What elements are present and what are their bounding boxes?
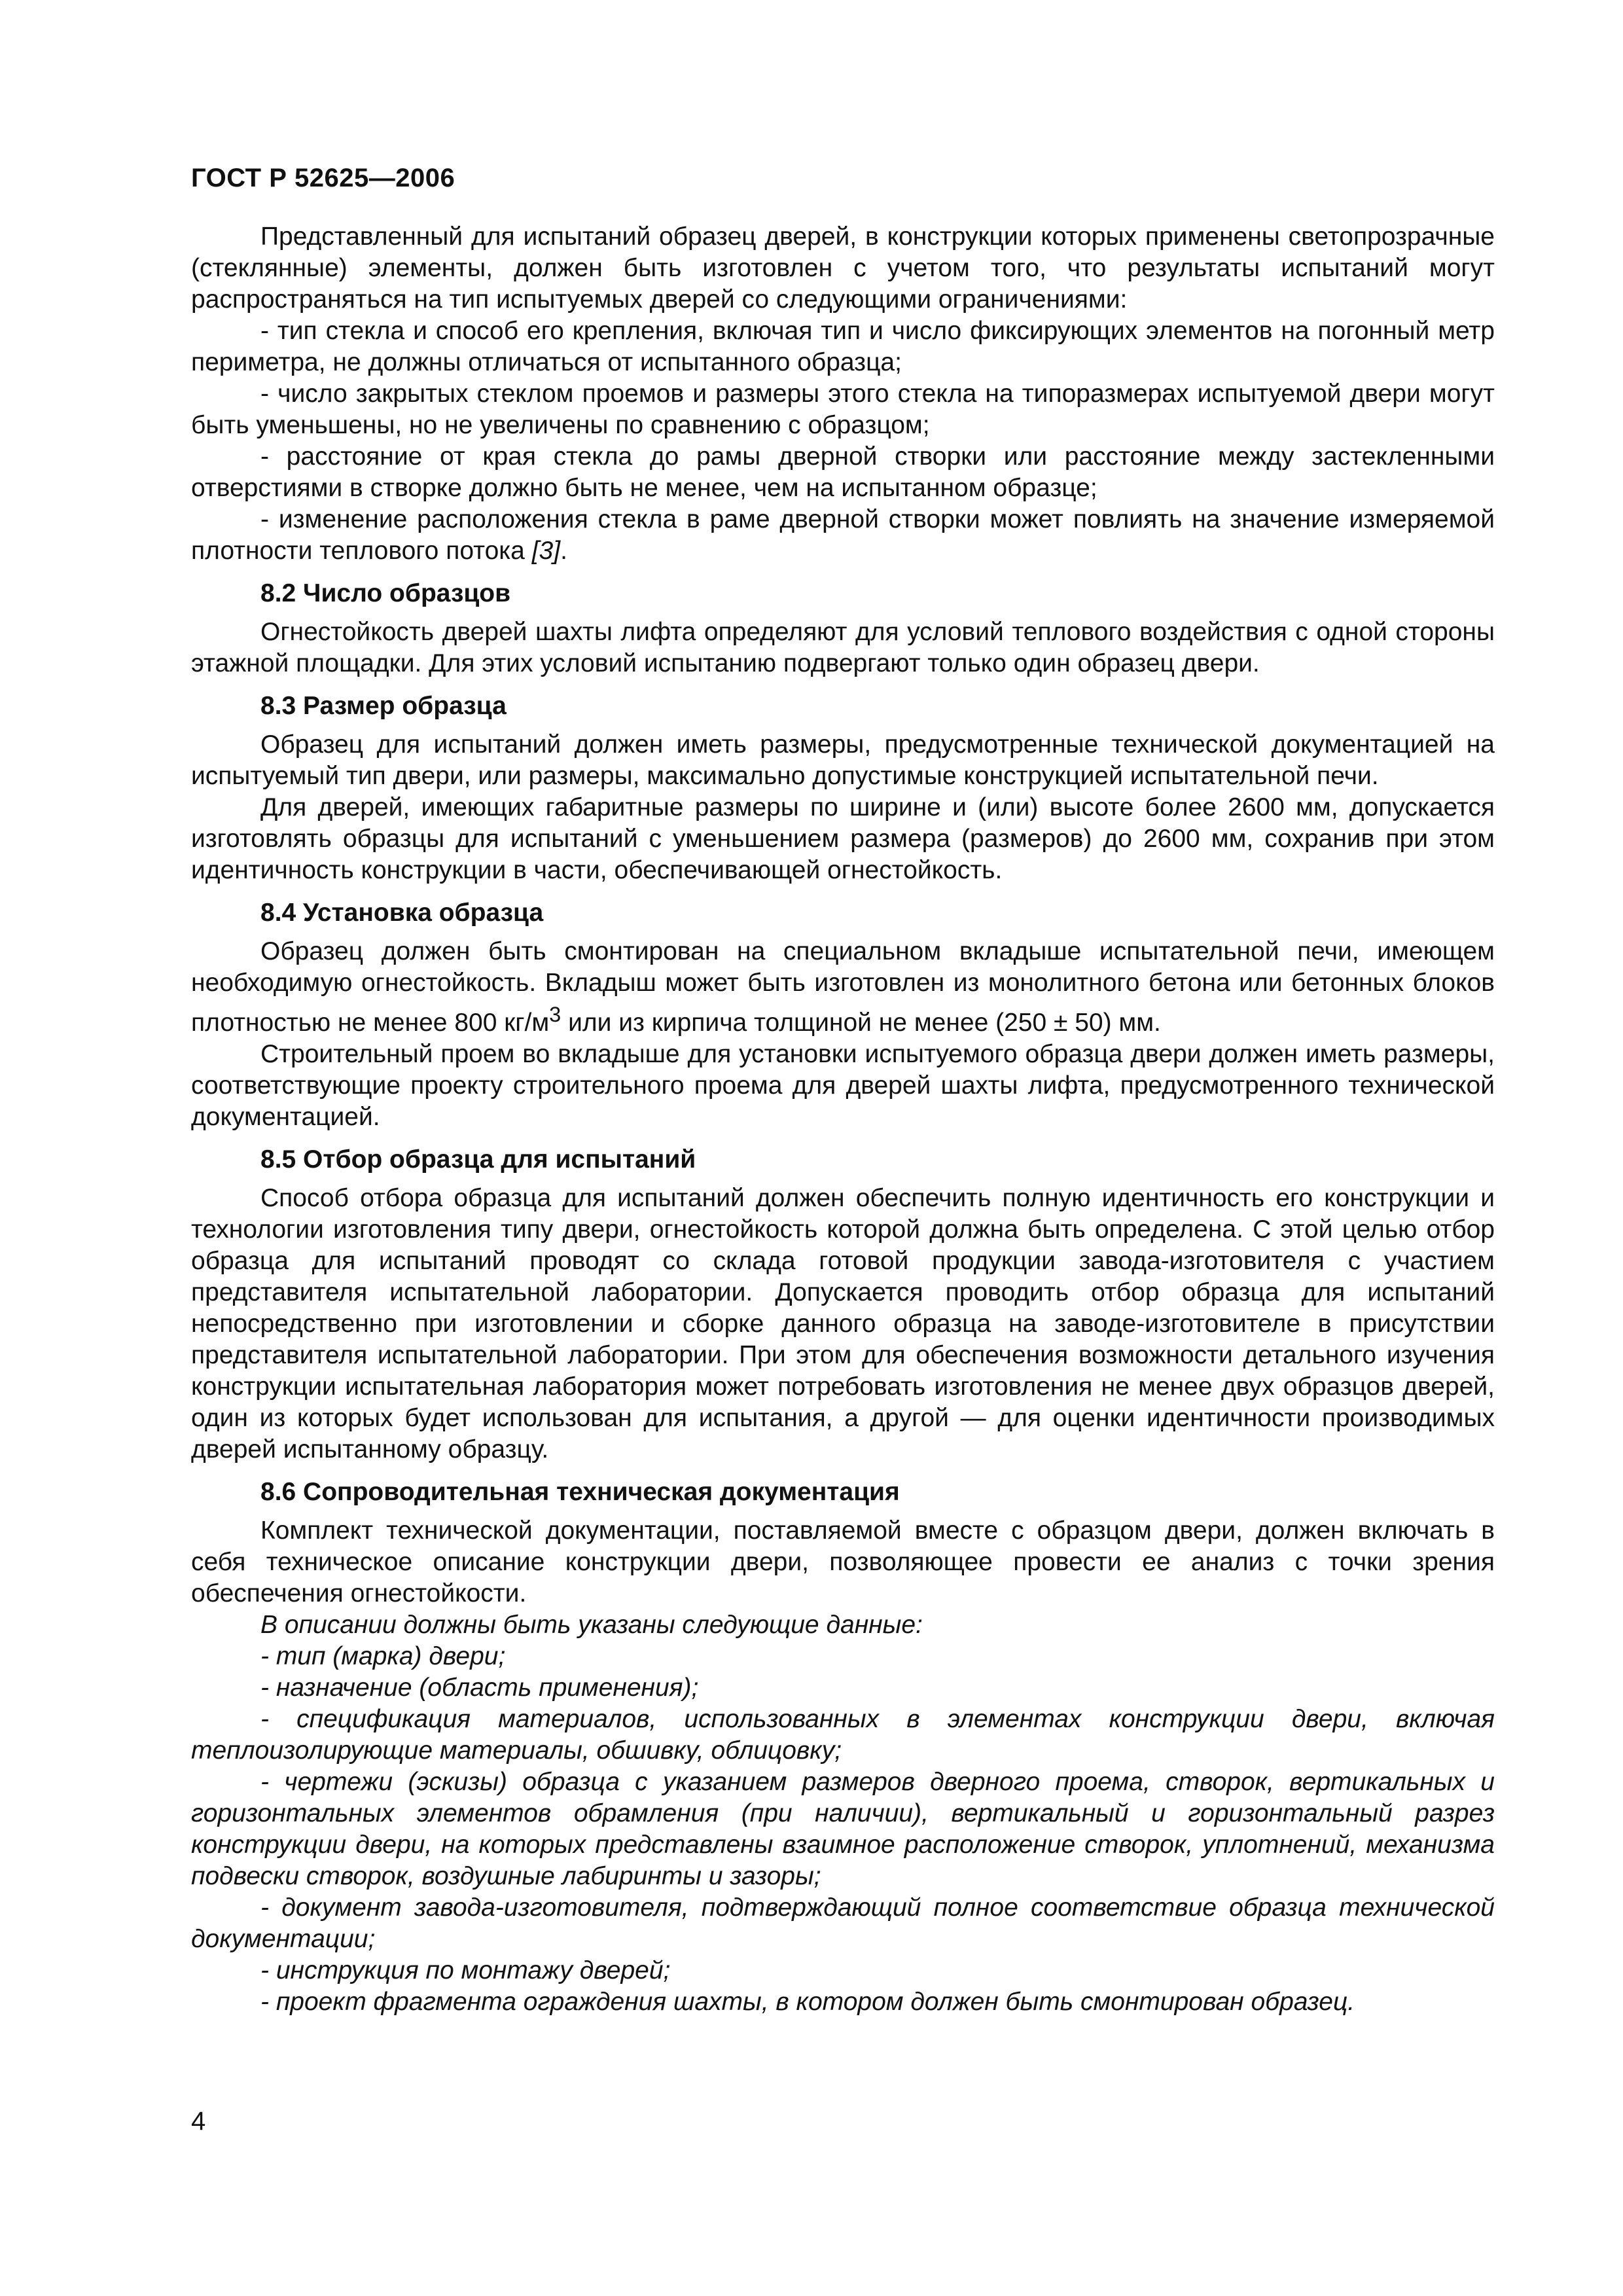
intro-list-item: - расстояние от края стекла до рамы дверной створки или расстояние между застекленными отверстиями в створке должно быть не менее, чем на испытанном образце; xyxy=(191,442,1495,502)
section-heading-8-3: 8.3 Размер образца xyxy=(260,692,507,720)
section-8-4-text-after: или из кирпича толщиной не менее (250 ± 50) мм. xyxy=(561,1009,1161,1037)
italic-list-item: - инструкция по монтажу дверей; xyxy=(260,1956,671,1984)
section-8-4-text-before: Образец должен быть смонтирован на специальном вкладыше испытательной печи, имеющем необходимую огнестойкость. Вкладыш может быть изготовлен из монолитного бетона или бетонных блоков плотностью не менее 800 кг/м xyxy=(191,937,1495,1037)
section-heading-8-5: 8.5 Отбор образца для испытаний xyxy=(260,1145,696,1174)
italic-list-item: - тип (марка) двери; xyxy=(260,1642,506,1670)
italic-list-item: - назначение (область применения); xyxy=(260,1674,699,1702)
section-heading-8-4: 8.4 Установка образца xyxy=(260,899,544,927)
section-8-4-paragraph: Строительный проем во вкладыше для установки испытуемого образца двери должен иметь размеры, соответствующие проекту строительного проема для дверей шахты лифта, предусмотренного технической документацией. xyxy=(191,1040,1495,1131)
section-8-3-paragraph: Образец для испытаний должен иметь размеры, предусмотренные технической документацией на испытуемый тип двери, или размеры, максимально допустимые конструкцией испытательной печи. xyxy=(191,730,1495,790)
section-heading-8-6: 8.6 Сопроводительная техническая документация xyxy=(260,1478,900,1506)
section-8-5-paragraph: Способ отбора образца для испытаний должен обеспечить полную идентичность его конструкции и технологии изготовления типу двери, огнестойкость которой должна быть определена. С этой целью отбор образца для испытаний проводят со склада готовой продукции завода-изготовителя с участием представителя испытательной лаборатории. Допускается проводить отбор образца для испытаний непосредственно при изготовлении и сборке данного образца на заводе-изготовителе в присутствии представителя испытательной лаборатории. При этом для обеспечения возможности детального изучения конструкции испытательная лаборатория может потребовать изготовления не менее двух образцов дверей, один из которых будет использован для испытания, а другой — для оценки идентичности производимых дверей испытанному образцу. xyxy=(191,1184,1495,1463)
intro-list-item: - тип стекла и способ его крепления, включая тип и число фиксирующих элементов на погонный метр периметра, не должны отличаться от испытанного образца; xyxy=(191,317,1495,376)
intro-last-item-text: - изменение расположения стекла в раме дверной створки может повлиять на значение измеряемой плотности теплового потока xyxy=(191,505,1495,565)
italic-list-item: - чертежи (эскизы) образца с указанием размеров дверного проема, створок, вертикальных и горизонтальных элементов обрамления (при наличии), вертикальный и горизонтальный разрез конструкции двери, на которых представлены взаимное расположение створок, уплотнений, механизма подвески створок, воздушные лабиринты и зазоры; xyxy=(191,1768,1495,1890)
italic-list-item: - проект фрагмента ограждения шахты, в котором должен быть смонтирован образец. xyxy=(260,1988,1355,2016)
intro-paragraph: Представленный для испытаний образец дверей, в конструкции которых применены светопрозрачные (стеклянные) элементы, должен быть изготовлен с учетом того, что результаты испытаний могут распространяться на тип испытуемых дверей со следующими ограничениями: xyxy=(191,223,1495,314)
section-8-6-paragraph: Комплект технической документации, поставляемой вместе с образцом двери, должен включать в себя техническое описание конструкции двери, позволяющее провести ее анализ с точки зрения обеспечения огнестойкости. xyxy=(191,1516,1495,1607)
section-heading-8-2: 8.2 Число образцов xyxy=(260,579,511,607)
section-8-2-paragraph: Огнестойкость дверей шахты лифта определяют для условий теплового воздействия с одной стороны этажной площадки. Для этих условий испытанию подвергают только один образец двери. xyxy=(191,618,1495,677)
intro-list-item: - число закрытых стеклом проемов и размеры этого стекла на типоразмерах испытуемой двери могут быть уменьшены, но не увеличены по сравнению с образцом; xyxy=(191,380,1495,439)
italic-list-item: - документ завода-изготовителя, подтверждающий полное соответствие образца технической документации; xyxy=(191,1893,1495,1953)
italic-list-intro: В описании должны быть указаны следующие данные: xyxy=(260,1611,923,1639)
italic-list-item: - спецификация материалов, использованных в элементах конструкции двери, включая теплоизолирующие материалы, обшивку, облицовку; xyxy=(191,1705,1495,1765)
document-body xyxy=(191,221,1495,2018)
intro-list-item xyxy=(191,504,1495,567)
intro-last-item-end: . xyxy=(560,537,567,565)
reference-link: [3] xyxy=(531,537,561,565)
page-number: 4 xyxy=(191,2107,206,2136)
section-8-4-paragraph xyxy=(191,936,1495,1039)
section-8-3-paragraph: Для дверей, имеющих габаритные размеры по ширине и (или) высоте более 2600 мм, допускается изготовлять образцы для испытаний с уменьшением размера (размеров) до 2600 мм, сохранив при этом идентичность конструкции в части, обеспечивающей огнестойкость. xyxy=(191,793,1495,884)
superscript-cube: 3 xyxy=(549,1003,562,1026)
document-code-header: ГОСТ Р 52625—2006 xyxy=(191,164,455,192)
